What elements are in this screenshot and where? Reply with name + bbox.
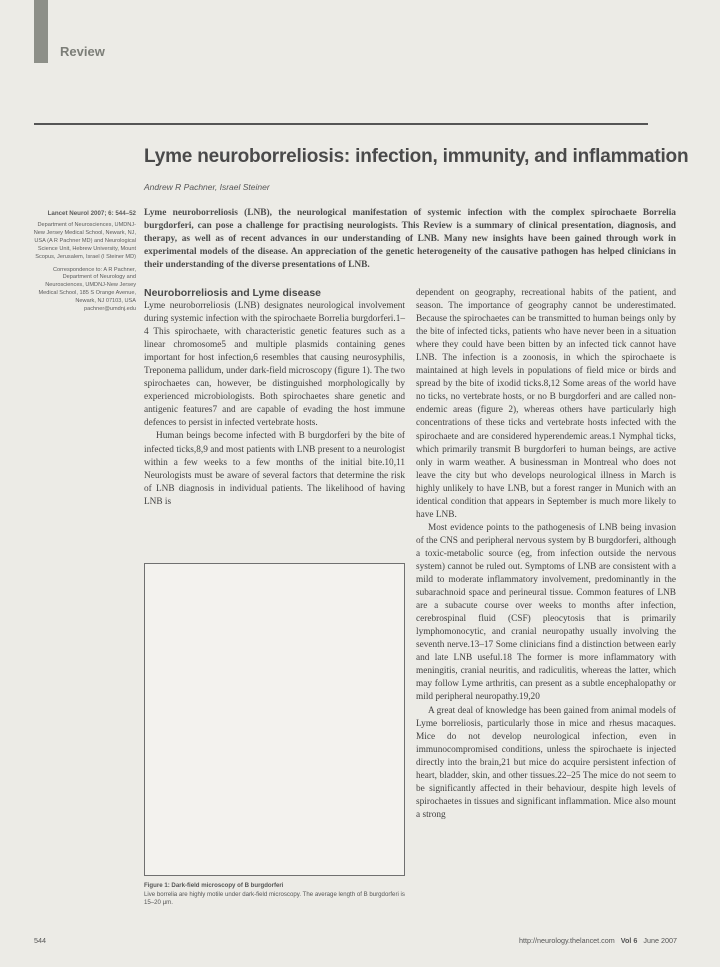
figure-caption-title: Figure 1: Dark-field microscopy of B burgdorferi — [144, 882, 284, 889]
article-title: Lyme neuroborreliosis: infection, immunity, and inflammation — [144, 146, 689, 167]
journal-url[interactable]: http://neurology.thelancet.com — [519, 936, 615, 945]
section-heading: Neuroborreliosis and Lyme disease — [144, 287, 322, 299]
page-number: 544 — [34, 936, 46, 945]
body-paragraph: dependent on geography, recreational habits of the patient, and season. The importance of geography cannot be underestimated. Because the spirochaetes can be transmitted to human beings only by the bite of infected ticks, patients who have never been in a situation where they could have been bitten by an infected tick cannot have LNB. The infection is a zoonosis, in which the spirochaete is maintained at high levels in populations of field mice or birds and spread by the bite of ixodid ticks.8,12 Some areas of the world have no ticks, no vertebrate hosts, or no B burgdorferi and are called non-endemic areas (figure 2), whereas others have particularly high concentrations of these ticks and vertebrate hosts infected with the spirochaete and are considered hyperendemic areas.1 Nymphal ticks, which primarily transmit B burgdorferi to human beings, are active only in warm weather. A businessman in Montreal who does not leave the city but who develops neurological illness in March is highly unlikely to have LNB, but a forest ranger in Munich with an identical condition that appears in September is much more likely to have LNB. — [416, 288, 676, 520]
body-paragraph: Most evidence points to the pathogenesis of LNB being invasion of the CNS and peripheral nervous system by B burgdorferi, although a toxic-metabolic source (eg, from infection outside the nervous system) cannot be ruled out. Symptoms of LNB are consistent with a mild to moderate inflammatory involvement, predominantly in the subarachnoid space and perineural tissue. Common features of LNB are a subacute course over weeks to months after infection, cerebrospinal fluid (CSF) pleocytosis that is primarily lymphomonocytic, and cranial neuropathy usually involving the seventh nerve.13–17 Some clinicians find a distinction between early and late LNB useful.18 The former is more inflammatory with meningitis, cranial neuritis, and radiculitis, whereas the latter, which may follow Lyme arthritis, can present as a subtle encephalopathy or mild peripheral neuropathy.19,20 — [416, 522, 676, 703]
article-authors: Andrew R Pachner, Israel Steiner — [144, 182, 270, 192]
journal-volume: Vol 6 — [620, 936, 638, 945]
section-tab-marker — [34, 0, 48, 63]
citation: Lancet Neurol 2007; 6: 544–52 — [47, 210, 136, 217]
figure-caption-text: Live borrelia are highly motile under dark-field microscopy. The average length of B burgdorferi is 15–20 µm. — [144, 890, 405, 907]
article-sidebar — [30, 209, 136, 319]
affiliations: Department of Neurosciences, UMDNJ-New Jersey Medical School, Newark, NJ, USA (A R Pachner MD) and Neurological Science Unit, Hebrew University, Mount Scopus, Jerusalem, Israel (I Steiner MD) — [33, 222, 136, 260]
correspondence: Correspondence to: A R Pachner, Department of Neurology and Neurosciences, UMDNJ-New Jersey Medical School, 185 S Orange Avenue, Newark, NJ 07103, USA pachner@umdnj.edu — [38, 266, 136, 313]
body-paragraph: A great deal of knowledge has been gained from animal models of Lyme borreliosis, particularly those in mice and rhesus macaques. Mice do not develop neurological infection, even in immunocompromised conditions, unless the spirochaete is injected directly into the brain,21 but mice do acquire persistent infection of heart, bladder, skin, and other tissues.22–25 The mice do not seem to be significantly affected in their behaviour, despite high levels of spirochaetes in tissues and significant inflammation. Mice also mount a strong — [416, 705, 676, 820]
figure-caption — [144, 882, 405, 908]
abstract: Lyme neuroborreliosis (LNB), the neurological manifestation of systemic infection with the complex spirochaete Borrelia burgdorferi, can pose a challenge for practising neurologists. This Review is a summary of clinical presentation, diagnosis, and therapy, as well as of recent advances in our understanding of LNB. Many new insights have been gained through work in experimental models of the disease. An appreciation of the genetic heterogeneity of the causative pathogen has helped clinicians in their understanding of the diverse presentations of LNB. — [144, 208, 676, 271]
journal-date: June 2007 — [643, 936, 677, 945]
section-label: Review — [60, 44, 105, 59]
journal-footer — [519, 936, 677, 945]
body-column-right — [416, 287, 676, 822]
body-paragraph: Lyme neuroborreliosis (LNB) designates neurological involvement during systemic infection with the spirochaete Borrelia burgdorferi.1–4 This spirochaete, with characteristic genetic features such as a linear chromosome5 and multiple plasmids containing genes important for host infection,6 resembles that causing neurosyphilis, Treponema pallidum, under dark-field microscopy (figure 1). The two spirochaetes can, however, be distinguished morphologically by experienced microbiologists. Both spirochaetes share genetic and antigenic features7 and are capable of evading the host immune defences to persist in infected vertebrate hosts. — [144, 301, 405, 429]
body-paragraph: Human beings become infected with B burgdorferi by the bite of infected ticks,8,9 and most patients with LNB present to a neurologist within a few weeks to a few months of the initial bite.10,11 Neurologists must be aware of several factors that determine the risk of LNB diagnosis in individual patients. The likelihood of having LNB is — [144, 431, 405, 507]
figure-image — [144, 563, 405, 876]
header-rule — [34, 123, 648, 125]
body-column-left — [144, 287, 405, 509]
